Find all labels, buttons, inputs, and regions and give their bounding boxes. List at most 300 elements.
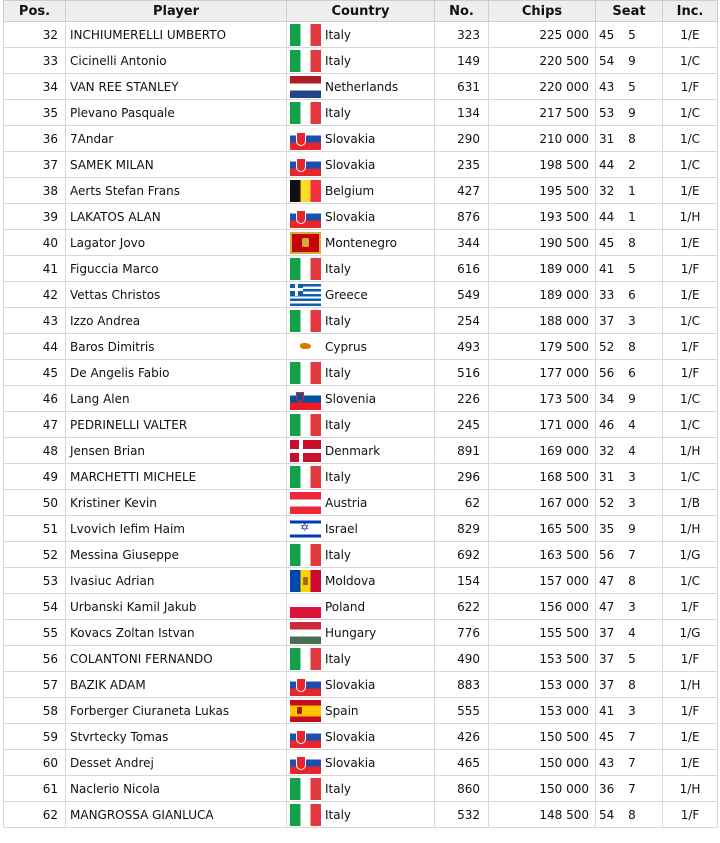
chips-cell: 225 000 — [489, 22, 596, 48]
table-number: 56 — [599, 547, 615, 562]
seat-cell — [596, 152, 663, 178]
chips-cell: 193 500 — [489, 204, 596, 230]
incoming-flight-cell: 1/C — [663, 386, 718, 412]
player-number-cell: 549 — [435, 282, 489, 308]
player-name-cell: Jensen Brian — [66, 438, 287, 464]
pos-cell: 42 — [4, 282, 66, 308]
country-cell — [287, 230, 435, 256]
pos-cell: 43 — [4, 308, 66, 334]
country-name: Greece — [325, 287, 368, 302]
country-cell — [287, 568, 435, 594]
country-cell — [287, 178, 435, 204]
seat-cell — [596, 334, 663, 360]
player-name-cell: Messina Giuseppe — [66, 542, 287, 568]
player-name-cell: Cicinelli Antonio — [66, 48, 287, 74]
player-name-cell: LAKATOS ALAN — [66, 204, 287, 230]
incoming-flight-cell: 1/E — [663, 178, 718, 204]
pos-cell: 36 — [4, 126, 66, 152]
it-flag-icon — [290, 24, 321, 46]
country-cell — [287, 698, 435, 724]
player-name-cell: Baros Dimitris — [66, 334, 287, 360]
player-name-cell: Vettas Christos — [66, 282, 287, 308]
chips-cell: 153 000 — [489, 698, 596, 724]
country-cell — [287, 152, 435, 178]
country-name: Italy — [325, 261, 352, 276]
seat-cell — [596, 776, 663, 802]
country-cell — [287, 308, 435, 334]
incoming-flight-cell: 1/F — [663, 802, 718, 828]
pos-cell: 44 — [4, 334, 66, 360]
country-cell — [287, 776, 435, 802]
table-number: 33 — [599, 287, 615, 302]
player-number-cell: 426 — [435, 724, 489, 750]
table-number: 36 — [599, 781, 615, 796]
chips-cell: 173 500 — [489, 386, 596, 412]
sk-flag-icon — [290, 154, 321, 176]
player-name-cell: Lagator Jovo — [66, 230, 287, 256]
pos-cell: 54 — [4, 594, 66, 620]
header-chips[interactable]: Chips — [489, 1, 596, 22]
pos-cell: 58 — [4, 698, 66, 724]
table-row — [4, 724, 718, 750]
country-name: Italy — [325, 105, 352, 120]
table-row — [4, 620, 718, 646]
chips-cell: 163 500 — [489, 542, 596, 568]
country-name: Slovakia — [325, 677, 376, 692]
table-row — [4, 152, 718, 178]
table-number: 56 — [599, 365, 615, 380]
dk-flag-icon — [290, 440, 321, 462]
seat-number: 8 — [628, 677, 636, 692]
seat-number: 5 — [628, 651, 636, 666]
country-cell — [287, 386, 435, 412]
pos-cell: 49 — [4, 464, 66, 490]
table-row — [4, 256, 718, 282]
chips-cell: 190 500 — [489, 230, 596, 256]
player-name-cell: Kovacs Zoltan Istvan — [66, 620, 287, 646]
table-row — [4, 594, 718, 620]
me-flag-icon — [290, 232, 321, 254]
seat-cell — [596, 360, 663, 386]
incoming-flight-cell: 1/F — [663, 646, 718, 672]
si-flag-icon — [290, 388, 321, 410]
player-number-cell: 555 — [435, 698, 489, 724]
player-name-cell: VAN REE STANLEY — [66, 74, 287, 100]
incoming-flight-cell: 1/E — [663, 230, 718, 256]
country-name: Cyprus — [325, 339, 367, 354]
seat-cell — [596, 724, 663, 750]
seat-cell — [596, 204, 663, 230]
table-row — [4, 334, 718, 360]
player-number-cell: 490 — [435, 646, 489, 672]
country-cell — [287, 464, 435, 490]
seat-cell — [596, 308, 663, 334]
seat-number: 5 — [628, 27, 636, 42]
table-number: 41 — [599, 261, 615, 276]
incoming-flight-cell: 1/G — [663, 620, 718, 646]
country-name: Moldova — [325, 573, 376, 588]
chips-cell: 188 000 — [489, 308, 596, 334]
country-name: Italy — [325, 53, 352, 68]
pos-cell: 50 — [4, 490, 66, 516]
header-pos[interactable]: Pos. — [4, 1, 66, 22]
player-number-cell: 427 — [435, 178, 489, 204]
player-name-cell: INCHIUMERELLI UMBERTO — [66, 22, 287, 48]
table-row — [4, 126, 718, 152]
player-name-cell: BAZIK ADAM — [66, 672, 287, 698]
player-number-cell: 616 — [435, 256, 489, 282]
incoming-flight-cell: 1/C — [663, 412, 718, 438]
chips-cell: 153 000 — [489, 672, 596, 698]
player-name-cell: Plevano Pasquale — [66, 100, 287, 126]
table-row — [4, 672, 718, 698]
table-row — [4, 568, 718, 594]
chips-cell: 157 000 — [489, 568, 596, 594]
seat-number: 3 — [628, 495, 636, 510]
incoming-flight-cell: 1/C — [663, 126, 718, 152]
table-row — [4, 178, 718, 204]
pos-cell: 34 — [4, 74, 66, 100]
player-number-cell: 323 — [435, 22, 489, 48]
seat-cell — [596, 126, 663, 152]
pos-cell: 37 — [4, 152, 66, 178]
seat-number: 8 — [628, 807, 636, 822]
seat-cell — [596, 412, 663, 438]
table-row — [4, 516, 718, 542]
table-number: 37 — [599, 313, 615, 328]
pos-cell: 38 — [4, 178, 66, 204]
table-number: 54 — [599, 807, 615, 822]
chips-cell: 179 500 — [489, 334, 596, 360]
table-number: 41 — [599, 703, 615, 718]
pos-cell: 33 — [4, 48, 66, 74]
player-number-cell: 344 — [435, 230, 489, 256]
table-row — [4, 100, 718, 126]
player-name-cell: MANGROSSA GIANLUCA — [66, 802, 287, 828]
country-name: Netherlands — [325, 79, 399, 94]
player-name-cell: SAMEK MILAN — [66, 152, 287, 178]
table-number: 53 — [599, 105, 615, 120]
pos-cell: 61 — [4, 776, 66, 802]
country-name: Italy — [325, 365, 352, 380]
header-inc[interactable]: Inc. — [663, 1, 718, 22]
header-no[interactable]: No. — [435, 1, 489, 22]
seat-cell — [596, 256, 663, 282]
it-flag-icon — [290, 466, 321, 488]
chips-cell: 210 000 — [489, 126, 596, 152]
incoming-flight-cell: 1/C — [663, 464, 718, 490]
chips-cell: 177 000 — [489, 360, 596, 386]
it-flag-icon — [290, 102, 321, 124]
header-seat[interactable]: Seat — [596, 1, 663, 22]
seat-number: 3 — [628, 313, 636, 328]
table-row — [4, 542, 718, 568]
gr-flag-icon — [290, 284, 321, 306]
table-row — [4, 412, 718, 438]
pos-cell: 41 — [4, 256, 66, 282]
il-flag-icon — [290, 518, 321, 540]
seat-number: 4 — [628, 417, 636, 432]
country-name: Hungary — [325, 625, 377, 640]
player-number-cell: 134 — [435, 100, 489, 126]
player-number-cell: 516 — [435, 360, 489, 386]
country-name: Austria — [325, 495, 368, 510]
chips-cell: 169 000 — [489, 438, 596, 464]
chips-cell: 156 000 — [489, 594, 596, 620]
table-number: 45 — [599, 27, 615, 42]
table-number: 45 — [599, 235, 615, 250]
country-name: Slovakia — [325, 157, 376, 172]
seat-cell — [596, 646, 663, 672]
sk-flag-icon — [290, 752, 321, 774]
incoming-flight-cell: 1/H — [663, 204, 718, 230]
seat-number: 9 — [628, 105, 636, 120]
seat-number: 8 — [628, 235, 636, 250]
pl-flag-icon — [290, 596, 321, 618]
table-number: 44 — [599, 209, 615, 224]
table-row — [4, 22, 718, 48]
seat-number: 9 — [628, 521, 636, 536]
table-number: 37 — [599, 625, 615, 640]
player-number-cell: 226 — [435, 386, 489, 412]
seat-cell — [596, 490, 663, 516]
player-number-cell: 622 — [435, 594, 489, 620]
incoming-flight-cell: 1/C — [663, 568, 718, 594]
pos-cell: 46 — [4, 386, 66, 412]
chips-cell: 198 500 — [489, 152, 596, 178]
seat-number: 6 — [628, 365, 636, 380]
country-cell — [287, 204, 435, 230]
table-number: 46 — [599, 417, 615, 432]
player-name-cell: Lvovich Iefim Haim — [66, 516, 287, 542]
incoming-flight-cell: 1/F — [663, 334, 718, 360]
country-cell — [287, 646, 435, 672]
country-cell — [287, 724, 435, 750]
it-flag-icon — [290, 50, 321, 72]
seat-cell — [596, 230, 663, 256]
seat-number: 6 — [628, 287, 636, 302]
table-row — [4, 776, 718, 802]
incoming-flight-cell: 1/F — [663, 360, 718, 386]
seat-number: 4 — [628, 443, 636, 458]
country-cell — [287, 412, 435, 438]
seat-cell — [596, 542, 663, 568]
pos-cell: 55 — [4, 620, 66, 646]
incoming-flight-cell: 1/H — [663, 672, 718, 698]
table-number: 35 — [599, 521, 615, 536]
chips-cell: 155 500 — [489, 620, 596, 646]
table-row — [4, 48, 718, 74]
player-number-cell: 465 — [435, 750, 489, 776]
table-number: 44 — [599, 157, 615, 172]
table-number: 43 — [599, 79, 615, 94]
chip-count-table — [3, 0, 718, 828]
seat-number: 1 — [628, 209, 636, 224]
it-flag-icon — [290, 258, 321, 280]
pos-cell: 45 — [4, 360, 66, 386]
seat-number: 7 — [628, 781, 636, 796]
country-cell — [287, 438, 435, 464]
table-number: 37 — [599, 651, 615, 666]
table-row — [4, 74, 718, 100]
player-number-cell: 149 — [435, 48, 489, 74]
player-name-cell: COLANTONI FERNANDO — [66, 646, 287, 672]
sk-flag-icon — [290, 206, 321, 228]
incoming-flight-cell: 1/F — [663, 594, 718, 620]
country-cell — [287, 750, 435, 776]
player-number-cell: 860 — [435, 776, 489, 802]
country-name: Slovakia — [325, 131, 376, 146]
chips-cell: 168 500 — [489, 464, 596, 490]
seat-cell — [596, 74, 663, 100]
country-name: Slovenia — [325, 391, 377, 406]
table-row — [4, 282, 718, 308]
country-cell — [287, 74, 435, 100]
country-cell — [287, 672, 435, 698]
pos-cell: 48 — [4, 438, 66, 464]
chips-cell: 220 500 — [489, 48, 596, 74]
seat-number: 8 — [628, 131, 636, 146]
player-number-cell: 876 — [435, 204, 489, 230]
header-player[interactable]: Player — [66, 1, 287, 22]
player-number-cell: 829 — [435, 516, 489, 542]
country-cell — [287, 48, 435, 74]
player-number-cell: 776 — [435, 620, 489, 646]
seat-cell — [596, 516, 663, 542]
country-name: Italy — [325, 417, 352, 432]
player-name-cell: Stvrtecky Tomas — [66, 724, 287, 750]
cy-flag-icon — [290, 336, 321, 358]
player-number-cell: 296 — [435, 464, 489, 490]
seat-number: 5 — [628, 79, 636, 94]
incoming-flight-cell: 1/G — [663, 542, 718, 568]
table-row — [4, 750, 718, 776]
player-name-cell: Forberger Ciuraneta Lukas — [66, 698, 287, 724]
seat-number: 7 — [628, 729, 636, 744]
seat-cell — [596, 698, 663, 724]
chips-cell: 171 000 — [489, 412, 596, 438]
player-name-cell: 7Andar — [66, 126, 287, 152]
chips-cell: 217 500 — [489, 100, 596, 126]
incoming-flight-cell: 1/C — [663, 152, 718, 178]
table-row — [4, 464, 718, 490]
it-flag-icon — [290, 310, 321, 332]
player-number-cell: 532 — [435, 802, 489, 828]
seat-cell — [596, 750, 663, 776]
it-flag-icon — [290, 362, 321, 384]
seat-cell — [596, 100, 663, 126]
sk-flag-icon — [290, 674, 321, 696]
seat-cell — [596, 568, 663, 594]
seat-number: 3 — [628, 599, 636, 614]
table-number: 47 — [599, 573, 615, 588]
table-row — [4, 802, 718, 828]
table-row — [4, 204, 718, 230]
seat-number: 3 — [628, 469, 636, 484]
incoming-flight-cell: 1/C — [663, 48, 718, 74]
incoming-flight-cell: 1/H — [663, 776, 718, 802]
seat-number: 5 — [628, 261, 636, 276]
player-number-cell: 883 — [435, 672, 489, 698]
country-cell — [287, 256, 435, 282]
player-name-cell: Izzo Andrea — [66, 308, 287, 334]
country-name: Italy — [325, 651, 352, 666]
seat-cell — [596, 48, 663, 74]
player-name-cell: PEDRINELLI VALTER — [66, 412, 287, 438]
table-number: 43 — [599, 755, 615, 770]
player-name-cell: Ivasiuc Adrian — [66, 568, 287, 594]
player-number-cell: 62 — [435, 490, 489, 516]
player-name-cell: MARCHETTI MICHELE — [66, 464, 287, 490]
it-flag-icon — [290, 778, 321, 800]
player-number-cell: 891 — [435, 438, 489, 464]
country-name: Poland — [325, 599, 366, 614]
incoming-flight-cell: 1/B — [663, 490, 718, 516]
pos-cell: 53 — [4, 568, 66, 594]
seat-number: 8 — [628, 339, 636, 354]
incoming-flight-cell: 1/F — [663, 74, 718, 100]
header-country[interactable]: Country — [287, 1, 435, 22]
chips-cell: 150 000 — [489, 776, 596, 802]
country-name: Montenegro — [325, 235, 398, 250]
incoming-flight-cell: 1/E — [663, 282, 718, 308]
table-row — [4, 490, 718, 516]
chips-cell: 148 500 — [489, 802, 596, 828]
md-flag-icon — [290, 570, 321, 592]
table-row — [4, 360, 718, 386]
player-number-cell: 692 — [435, 542, 489, 568]
player-name-cell: Desset Andrej — [66, 750, 287, 776]
seat-cell — [596, 594, 663, 620]
seat-number: 1 — [628, 183, 636, 198]
table-number: 52 — [599, 339, 615, 354]
it-flag-icon — [290, 414, 321, 436]
incoming-flight-cell: 1/H — [663, 516, 718, 542]
seat-cell — [596, 672, 663, 698]
seat-number: 8 — [628, 573, 636, 588]
chips-cell: 150 500 — [489, 724, 596, 750]
country-name: Italy — [325, 313, 352, 328]
table-row — [4, 308, 718, 334]
country-cell — [287, 594, 435, 620]
country-name: Slovakia — [325, 729, 376, 744]
player-number-cell: 235 — [435, 152, 489, 178]
country-cell — [287, 334, 435, 360]
player-name-cell: Figuccia Marco — [66, 256, 287, 282]
seat-cell — [596, 802, 663, 828]
pos-cell: 60 — [4, 750, 66, 776]
sk-flag-icon — [290, 128, 321, 150]
incoming-flight-cell: 1/H — [663, 438, 718, 464]
incoming-flight-cell: 1/E — [663, 724, 718, 750]
country-name: Italy — [325, 27, 352, 42]
table-number: 32 — [599, 443, 615, 458]
country-name: Italy — [325, 469, 352, 484]
seat-number: 7 — [628, 547, 636, 562]
table-row — [4, 230, 718, 256]
es-flag-icon — [290, 700, 321, 722]
country-cell — [287, 490, 435, 516]
seat-cell — [596, 282, 663, 308]
country-cell — [287, 802, 435, 828]
chips-cell: 167 000 — [489, 490, 596, 516]
it-flag-icon — [290, 804, 321, 826]
incoming-flight-cell: 1/F — [663, 698, 718, 724]
incoming-flight-cell: 1/F — [663, 256, 718, 282]
chips-cell: 220 000 — [489, 74, 596, 100]
player-name-cell: Kristiner Kevin — [66, 490, 287, 516]
pos-cell: 35 — [4, 100, 66, 126]
